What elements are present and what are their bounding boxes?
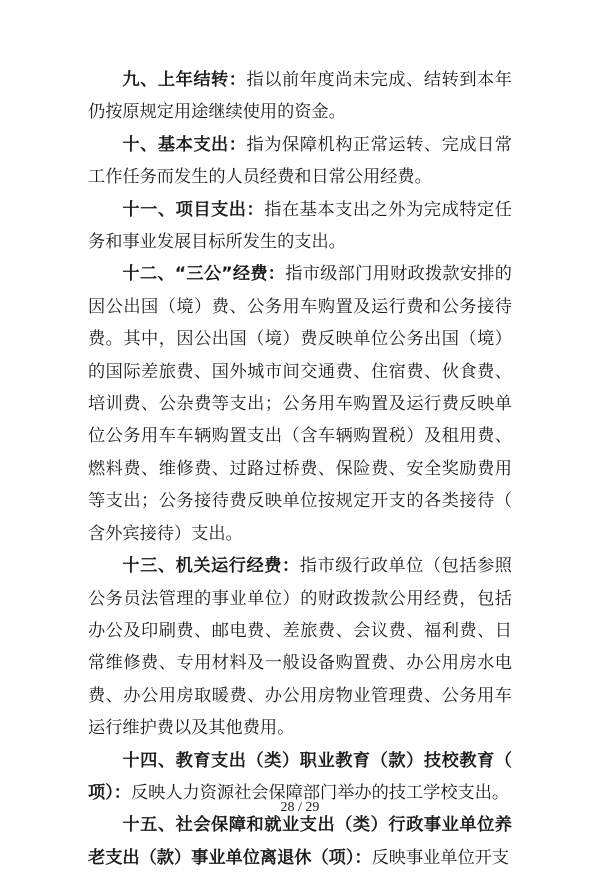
paragraph-basic-expenditure — [88, 129, 512, 194]
paragraph-term: 十五、社会保障和就业支出（类）行政事业单位养老支出（款）事业单位离退休（项）： — [88, 815, 512, 868]
paragraph-term: 十三、机关运行经费： — [122, 556, 300, 577]
paragraph-term: 九、上年结转： — [122, 70, 247, 90]
paragraph-text: 指市级部门用财政拨款安排的因公出国（境）费、公务用车购置及运行费和公务接待费。其中，因公出国（境）费反映单位公务出国（境）的国际差旅费、国外城市间交通费、住宿费、伙食费、培训费、公杂费等支出；公务用车购置及运行费反映单位公务用车车辆购置支出（含车辆购置税）及租用费、燃料费、维修费、过路过桥费、保险费、安全奖励费用等支出；公务接待费反映单位按规定开支的各类接待（含外宾接待）支出。 — [88, 264, 512, 544]
paragraph-project-expenditure — [88, 194, 512, 259]
paragraph-term: 十、基本支出： — [122, 134, 247, 155]
paragraph-term: 十一、项目支出： — [122, 199, 265, 220]
paragraph-term: 十四、教育支出（类）职业教育（款）技校教育（项）： — [88, 750, 512, 803]
paragraph-operating-expenses — [88, 550, 512, 744]
paragraph-text: 指市级行政单位（包括参照公务员法管理的事业单位）的财政拨款公用经费，包括办公及印刷费、邮电费、差旅费、会议费、福利费、日常维修费、专用材料及一般设备购置费、办公用房水电费、办公用房取暖费、办公用房物业管理费、公务用车运行维护费以及其他费用。 — [88, 556, 512, 739]
paragraph-text: 反映事业单位开支 — [371, 847, 510, 868]
paragraph-text: 指以前年度尚未完成、结转到本年仍按原规定用途继续使用的资金。 — [88, 70, 512, 123]
document-body — [88, 64, 512, 874]
paragraph-term: 十二、“三公”经费： — [122, 264, 286, 285]
paragraph-three-public-expenses — [88, 258, 512, 550]
paragraph-text: 反映人力资源社会保障部门举办的技工学校支出。 — [130, 782, 510, 803]
paragraph-carryover — [88, 64, 512, 129]
paragraph-text: 指在基本支出之外为完成特定任务和事业发展目标所发生的支出。 — [88, 199, 512, 253]
paragraph-retirement-expenditure — [88, 809, 512, 874]
paragraph-text: 指为保障机构正常运转、完成日常工作任务而发生的人员经费和日常公用经费。 — [88, 134, 512, 188]
page-number: 28 / 29 — [280, 800, 320, 815]
